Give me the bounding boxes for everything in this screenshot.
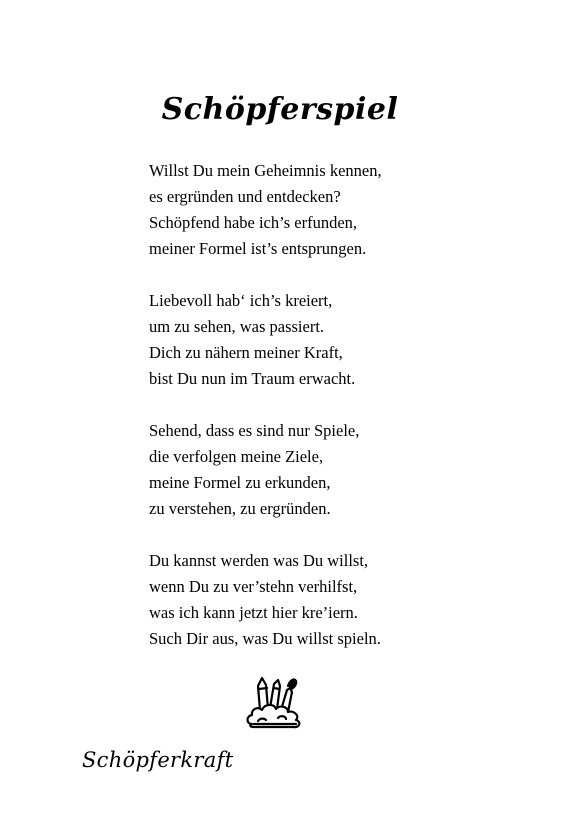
poem-line: Willst Du mein Geheimnis kennen, — [149, 161, 382, 180]
poem-line: Such Dir aus, was Du willst spieln. — [149, 629, 381, 648]
signature: Schöpferkraft — [82, 748, 234, 772]
poem-line: die verfolgen meine Ziele, — [149, 447, 324, 466]
poem-line: Sehend, dass es sind nur Spiele, — [149, 421, 360, 440]
poem-line: meine Formel zu erkunden, — [149, 473, 331, 492]
stanza — [149, 418, 382, 522]
poem-line: es ergründen und entdecken? — [149, 187, 341, 206]
poem-line: meiner Formel ist’s entsprungen. — [149, 239, 367, 258]
stanza — [149, 158, 382, 262]
poem-line: zu verstehen, zu ergründen. — [149, 499, 331, 518]
poem-line: Schöpfend habe ich’s erfunden, — [149, 213, 358, 232]
poem-line: was ich kann jetzt hier kre’iern. — [149, 603, 358, 622]
poem-title: Schöpferspiel — [161, 92, 399, 127]
poem-line: Du kannst werden was Du willst, — [149, 551, 369, 570]
stanza — [149, 548, 382, 652]
poem-line: Dich zu nähern meiner Kraft, — [149, 343, 343, 362]
pencils-in-cloud-icon — [244, 672, 306, 730]
stanza — [149, 288, 382, 392]
poem-line: Liebevoll hab‘ ich’s kreiert, — [149, 291, 333, 310]
poem-body — [149, 158, 382, 678]
poem-line: wenn Du zu ver’stehn verhilfst, — [149, 577, 358, 596]
poem-line: um zu sehen, was passiert. — [149, 317, 325, 336]
poem-line: bist Du nun im Traum erwacht. — [149, 369, 356, 388]
